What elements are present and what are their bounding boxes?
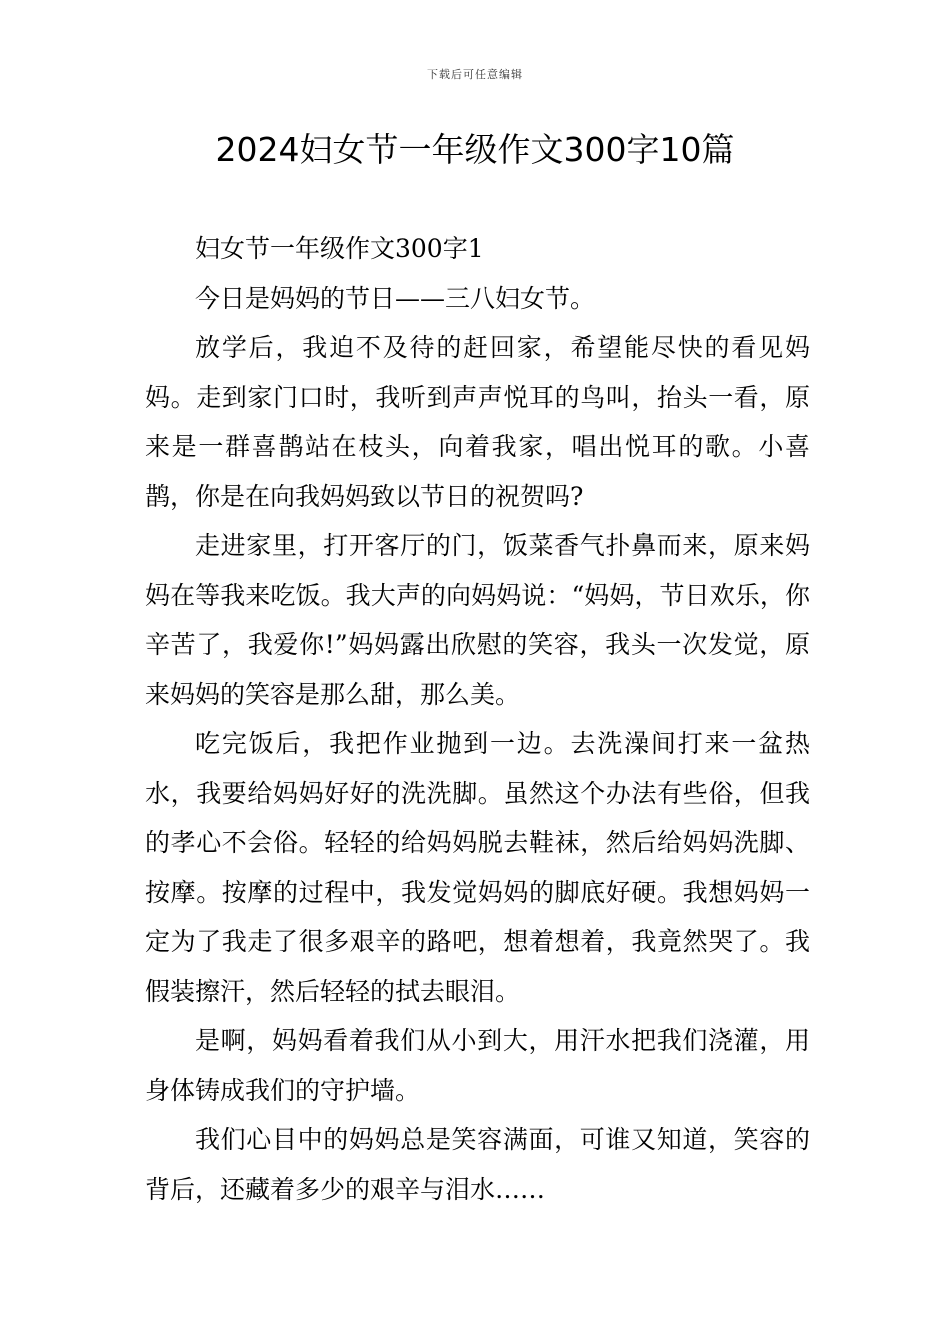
paragraph: 是啊，妈妈看着我们从小到大，用汗水把我们浇灌，用身体铸成我们的守护墙。 xyxy=(145,1026,810,1105)
paragraph: 今日是妈妈的节日——三八妇女节。 xyxy=(195,283,596,313)
paragraph: 放学后，我迫不及待的赶回家，希望能尽快的看见妈妈。走到家门口时，我听到声声悦耳的鸟叫，抬头一看，原来是一群喜鹊站在枝头，向着我家，唱出悦耳的歌。小喜鹊，你是在向我妈妈致以节日的祝贺吗? xyxy=(145,333,810,511)
paragraph: 走进家里，打开客厅的门，饭菜香气扑鼻而来，原来妈妈在等我来吃饭。我大声的向妈妈说：“妈妈，节日欢乐，你辛苦了，我爱你!”妈妈露出欣慰的笑容，我头一次发觉，原来妈妈的笑容是那么甜，那么美。 xyxy=(145,531,810,709)
section-heading: 妇女节一年级作文300字1 xyxy=(195,234,484,263)
paragraph: 我们心目中的妈妈总是笑容满面，可谁又知道，笑容的背后，还藏着多少的艰辛与泪水…… xyxy=(145,1125,810,1204)
paragraph: 吃完饭后，我把作业抛到一边。去洗澡间打来一盆热水，我要给妈妈好好的洗洗脚。虽然这个办法有些俗，但我的孝心不会俗。轻轻的给妈妈脱去鞋袜，然后给妈妈洗脚、按摩。按摩的过程中，我发觉妈妈的脚底好硬。我想妈妈一定为了我走了很多艰辛的路吧，想着想着，我竟然哭了。我假装擦汗，然后轻轻的拭去眼泪。 xyxy=(145,729,810,1006)
document-body xyxy=(145,224,810,1214)
document-title: 2024妇女节一年级作文300字10篇 xyxy=(215,130,735,169)
header-note: 下载后可任意编辑 xyxy=(427,68,523,81)
